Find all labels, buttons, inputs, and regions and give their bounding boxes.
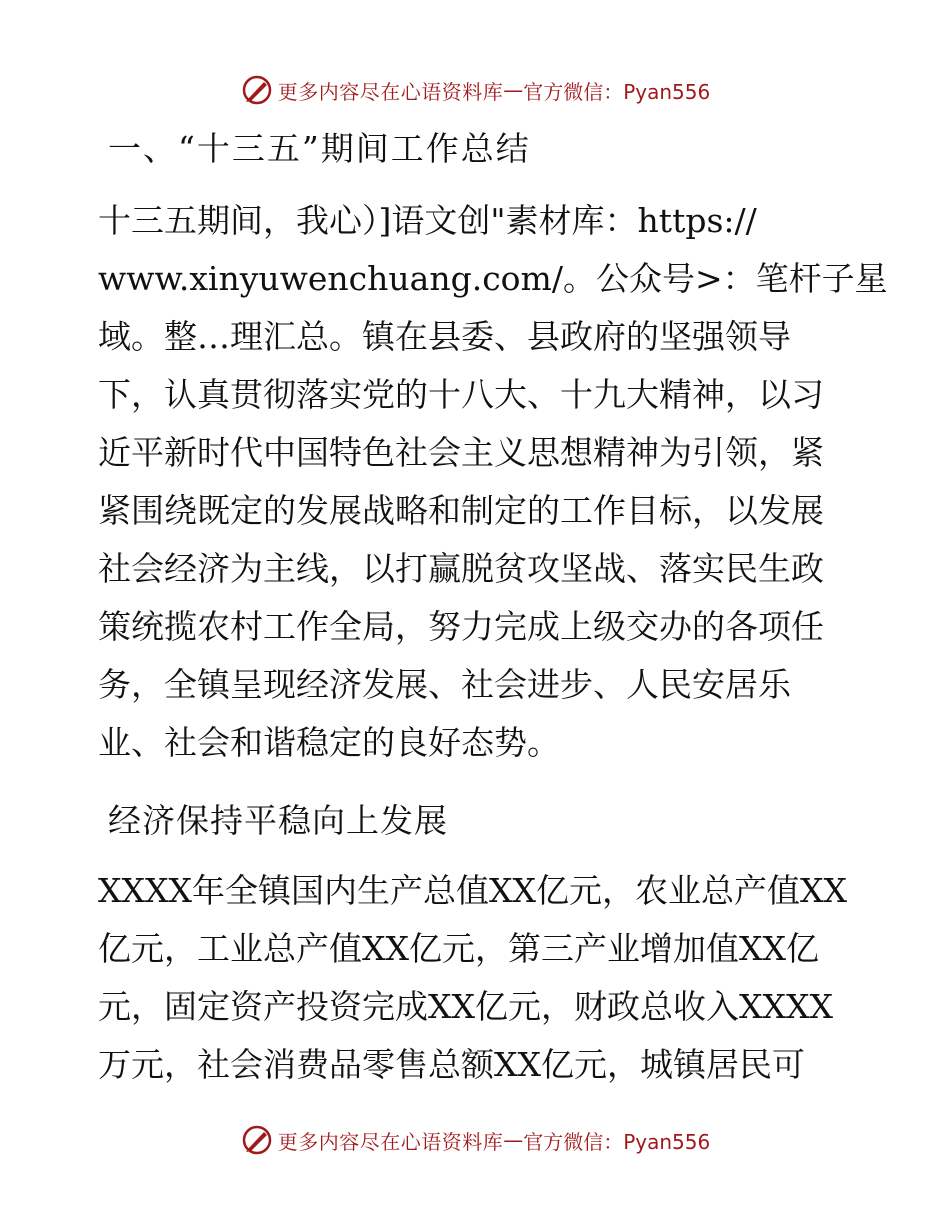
- paragraph-line: XXXX年全镇国内生产总值XX亿元，农业总产值XX: [98, 871, 847, 910]
- sub-heading: 经济保持平稳向上发展: [108, 801, 448, 840]
- banner-wechat-text: 官方微信：Pyan556: [523, 79, 711, 104]
- paragraph-line: 业、社会和谐稳定的良好态势。: [98, 723, 560, 762]
- paragraph-line: 紧围绕既定的发展战略和制定的工作目标，以发展: [98, 491, 824, 530]
- paragraph-economy: [98, 862, 847, 1094]
- paragraph-line: 万元，社会消费品零售总额XX亿元，城镇居民可: [98, 1045, 805, 1084]
- paragraph-line: 域。整…理汇总。镇在县委、县政府的坚强领导: [98, 317, 791, 356]
- paragraph-line: 务，全镇呈现经济发展、社会进步、人民安居乐: [98, 665, 791, 704]
- paragraph-line: 社会经济为主线，以打赢脱贫攻坚战、落实民生政: [98, 549, 824, 588]
- paragraph-line: www.xinyuwenchuang.com/。公众号>：笔杆子星: [98, 259, 888, 298]
- pen-logo-icon: [240, 73, 274, 107]
- banner-main-text: 更多内容尽在心语资料库: [277, 1129, 504, 1154]
- banner-wechat-text: 官方微信：Pyan556: [523, 1129, 711, 1154]
- paragraph-line: 下，认真贯彻落实党的十八大、十九大精神，以习: [98, 375, 824, 414]
- paragraph-summary: [98, 192, 888, 772]
- paragraph-line: 近平新时代中国特色社会主义思想精神为引领，紧: [98, 433, 824, 472]
- banner-dash: —: [503, 78, 524, 102]
- header-watermark-banner: [0, 70, 950, 110]
- banner-main-text: 更多内容尽在心语资料库: [277, 79, 504, 104]
- banner-dash: —: [503, 1128, 524, 1152]
- section-heading: 一、“十三五”期间工作总结: [108, 129, 531, 168]
- footer-watermark-banner: [0, 1120, 950, 1160]
- paragraph-line: 元，固定资产投资完成XX亿元，财政总收入XXXX: [98, 987, 833, 1026]
- paragraph-line: 亿元，工业总产值XX亿元，第三产业增加值XX亿: [98, 929, 819, 968]
- paragraph-line: 十三五期间，我心）]语文创"素材库：https://: [98, 201, 757, 240]
- paragraph-line: 策统揽农村工作全局，努力完成上级交办的各项任: [98, 607, 824, 646]
- pen-logo-icon: [240, 1123, 274, 1157]
